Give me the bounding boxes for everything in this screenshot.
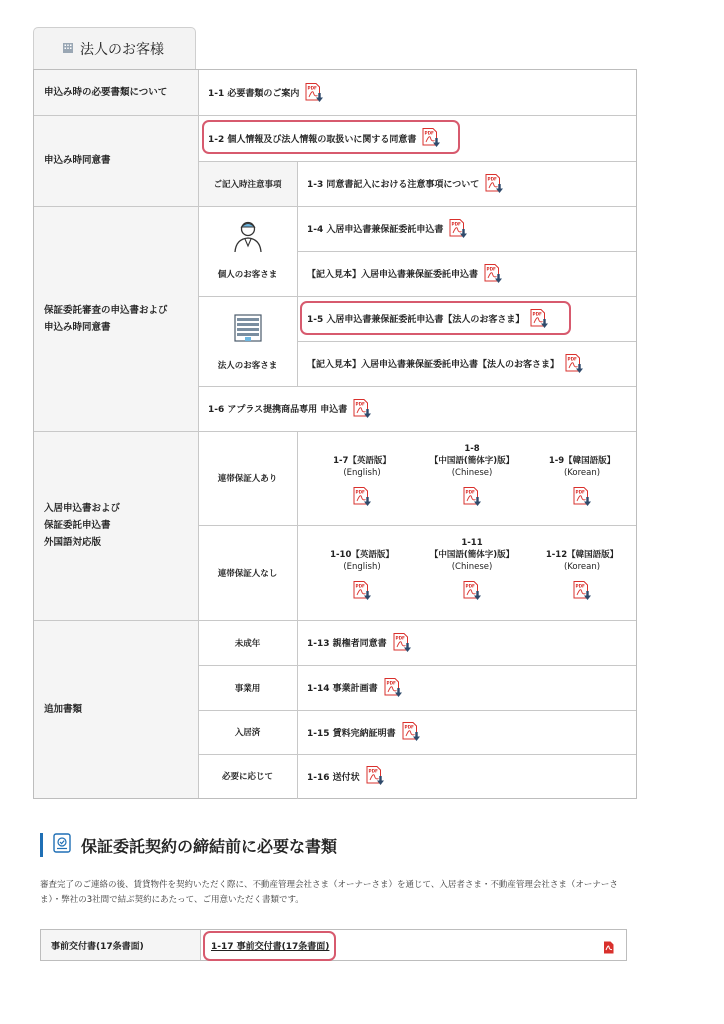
personal-customer-cell bbox=[198, 206, 297, 296]
lang-label: 【中国語(簡体字)版】 bbox=[429, 550, 515, 560]
pdf-download-icon[interactable] bbox=[463, 487, 482, 507]
svg-text:PDF: PDF bbox=[465, 489, 475, 495]
sub-label-with-guarantor: 連帯保証人あり bbox=[217, 474, 278, 484]
svg-text:PDF: PDF bbox=[487, 176, 498, 181]
doc-number: 1-11 bbox=[461, 538, 483, 548]
doc-link-1-7[interactable] bbox=[312, 443, 412, 511]
section-heading bbox=[40, 833, 337, 857]
sub-label-minor: 未成年 bbox=[234, 638, 261, 649]
doc-link-1-12[interactable] bbox=[532, 537, 632, 605]
pdf-download-icon[interactable] bbox=[353, 399, 372, 419]
lang-en: (Korean) bbox=[563, 562, 601, 572]
doc-link-1-10[interactable] bbox=[312, 537, 412, 605]
category-line: 保証委託申込書 bbox=[44, 520, 111, 531]
category-line: 外国語対応版 bbox=[44, 537, 102, 548]
doc-link-sample-1-5[interactable] bbox=[297, 341, 636, 386]
doc-link-1-13[interactable] bbox=[297, 620, 636, 665]
highlight-box bbox=[202, 120, 460, 154]
lang-label: 1-7【英語版】 bbox=[333, 456, 391, 466]
category-line: 入居申込書および bbox=[44, 503, 121, 514]
pdf-download-icon[interactable] bbox=[573, 581, 592, 601]
category-foreign-language bbox=[34, 431, 198, 620]
section-accent-bar bbox=[40, 833, 43, 857]
doc-link-1-14[interactable] bbox=[297, 665, 636, 710]
svg-text:PDF: PDF bbox=[355, 583, 365, 589]
pdf-download-icon[interactable] bbox=[573, 487, 592, 507]
personal-label: 個人のお客さま bbox=[217, 270, 278, 280]
person-icon bbox=[231, 219, 265, 256]
lang-label: 1-10【英語版】 bbox=[330, 550, 394, 560]
svg-text:PDF: PDF bbox=[355, 401, 366, 406]
highlight-box bbox=[203, 931, 336, 961]
svg-text:PDF: PDF bbox=[307, 85, 318, 90]
svg-text:PDF: PDF bbox=[575, 489, 585, 495]
doc-link-1-3[interactable] bbox=[297, 161, 636, 206]
doc-title: 1-6 アプラス提携商品専用 申込書 bbox=[208, 405, 348, 415]
doc-title: 【記入見本】入居申込書兼保証委託申込書 bbox=[307, 270, 479, 280]
doc-number: 1-8 bbox=[464, 444, 480, 454]
doc-title: 1-2 個人情報及び法人情報の取扱いに関する同意書 bbox=[208, 134, 417, 145]
lang-en: (Chinese) bbox=[451, 562, 493, 572]
pdf-download-icon[interactable] bbox=[485, 174, 504, 194]
doc-title: 1-1 必要書類のご案内 bbox=[208, 89, 300, 99]
doc-link-1-9[interactable] bbox=[532, 443, 632, 511]
corporate-label: 法人のお客さま bbox=[217, 361, 278, 371]
category-application bbox=[34, 206, 198, 431]
doc-link-1-4[interactable] bbox=[297, 206, 636, 251]
sub-label-business: 事業用 bbox=[234, 683, 261, 694]
pdf-download-icon[interactable] bbox=[353, 581, 372, 601]
svg-text:PDF: PDF bbox=[567, 356, 577, 361]
doc-title: 1-15 賃料完納証明書 bbox=[307, 728, 396, 739]
lang-label: 1-9【韓国語版】 bbox=[548, 456, 616, 466]
category-required-docs: 申込み時の必要書類について bbox=[44, 87, 168, 98]
corporate-customer-cell bbox=[198, 296, 297, 386]
pdf-download-icon[interactable] bbox=[484, 264, 503, 284]
doc-link-1-6[interactable] bbox=[198, 386, 636, 431]
doc-link-1-8[interactable] bbox=[412, 443, 532, 511]
description-line: 審査完了のご連絡の後、賃貸物件を契約いただく際に、不動産管理会社さま（オーナーさま）を通じて、入居者さま・不動産管理会社さま（オーナーさ bbox=[40, 880, 618, 890]
doc-link-1-17[interactable]: 1-17 事前交付書(17条書面) bbox=[211, 942, 330, 952]
sub-label-without-guarantor: 連帯保証人なし bbox=[217, 568, 278, 579]
doc-title: 【記入見本】入居申込書兼保証委託申込書【法人のお客さま】 bbox=[307, 360, 560, 370]
doc-title: 1-5 入居申込書兼保証委託申込書【法人のお客さま】 bbox=[307, 315, 525, 325]
pdf-download-icon[interactable] bbox=[565, 354, 584, 374]
pdf-download-icon[interactable] bbox=[449, 219, 468, 239]
pdf-download-icon[interactable] bbox=[393, 633, 412, 653]
lang-en: (English) bbox=[343, 468, 381, 478]
category-line: 保証委託審査の申込書および bbox=[44, 304, 168, 316]
lang-en: (Chinese) bbox=[451, 468, 493, 478]
row-label: 事前交付書(17条書面) bbox=[41, 930, 201, 960]
lang-en: (Korean) bbox=[563, 468, 601, 478]
pdf-small-icon[interactable] bbox=[603, 939, 614, 958]
category-line: 申込み時同意書 bbox=[44, 321, 111, 333]
doc-title: 1-3 同意書記入における注意事項について bbox=[307, 180, 480, 190]
pdf-download-icon[interactable] bbox=[384, 678, 403, 698]
lang-en: (English) bbox=[343, 562, 381, 572]
pdf-download-icon[interactable] bbox=[402, 722, 421, 742]
lang-label: 【中国語(簡体字)版】 bbox=[429, 456, 515, 466]
svg-text:PDF: PDF bbox=[395, 635, 405, 640]
svg-text:PDF: PDF bbox=[532, 311, 543, 316]
pdf-download-icon[interactable] bbox=[305, 83, 324, 103]
svg-text:PDF: PDF bbox=[404, 724, 414, 730]
doc-title: 1-4 入居申込書兼保証委託申込書 bbox=[307, 225, 444, 235]
office-building-icon bbox=[234, 314, 262, 345]
svg-text:PDF: PDF bbox=[465, 583, 475, 589]
doc-link-1-1[interactable] bbox=[198, 70, 636, 115]
doc-title: 1-13 親権者同意書 bbox=[307, 639, 387, 649]
doc-title: 1-16 送付状 bbox=[307, 772, 360, 783]
documents-table bbox=[33, 69, 637, 799]
svg-text:PDF: PDF bbox=[386, 680, 396, 685]
highlight-box bbox=[300, 301, 571, 335]
doc-link-1-16[interactable] bbox=[297, 754, 636, 798]
category-consent: 申込み時同意書 bbox=[44, 155, 111, 166]
svg-text:PDF: PDF bbox=[575, 583, 585, 589]
building-icon bbox=[62, 41, 74, 57]
tab-corporate-customers[interactable] bbox=[33, 27, 196, 69]
section-description bbox=[40, 878, 640, 908]
svg-text:PDF: PDF bbox=[486, 266, 496, 271]
pdf-download-icon[interactable] bbox=[366, 766, 385, 786]
svg-text:PDF: PDF bbox=[368, 768, 378, 774]
category-additional: 追加書類 bbox=[44, 703, 83, 715]
doc-link-1-15[interactable] bbox=[297, 710, 636, 754]
pdf-download-icon[interactable] bbox=[463, 581, 482, 601]
doc-link-sample-1-4[interactable] bbox=[297, 251, 636, 296]
pdf-download-icon[interactable] bbox=[353, 487, 372, 507]
section-title: 保証委託契約の締結前に必要な書類 bbox=[81, 836, 338, 856]
svg-text:PDF: PDF bbox=[424, 130, 435, 136]
document-icon bbox=[53, 833, 71, 857]
sub-label-moved-in: 入居済 bbox=[234, 728, 261, 738]
description-line: ま）・弊社の3社間で結ぶ契約にあたって、ご用意いただく書類です。 bbox=[40, 895, 304, 905]
svg-text:PDF: PDF bbox=[355, 489, 365, 495]
sub-label-notes: ご記入時注意事項 bbox=[213, 179, 282, 190]
svg-text:PDF: PDF bbox=[451, 221, 462, 226]
sub-label-as-needed: 必要に応じて bbox=[221, 772, 273, 782]
doc-title: 1-14 事業計画書 bbox=[307, 684, 378, 694]
doc-link-1-11[interactable] bbox=[412, 537, 532, 605]
lang-label: 1-12【韓国語版】 bbox=[545, 550, 619, 560]
tab-label: 法人のお客様 bbox=[80, 41, 164, 58]
